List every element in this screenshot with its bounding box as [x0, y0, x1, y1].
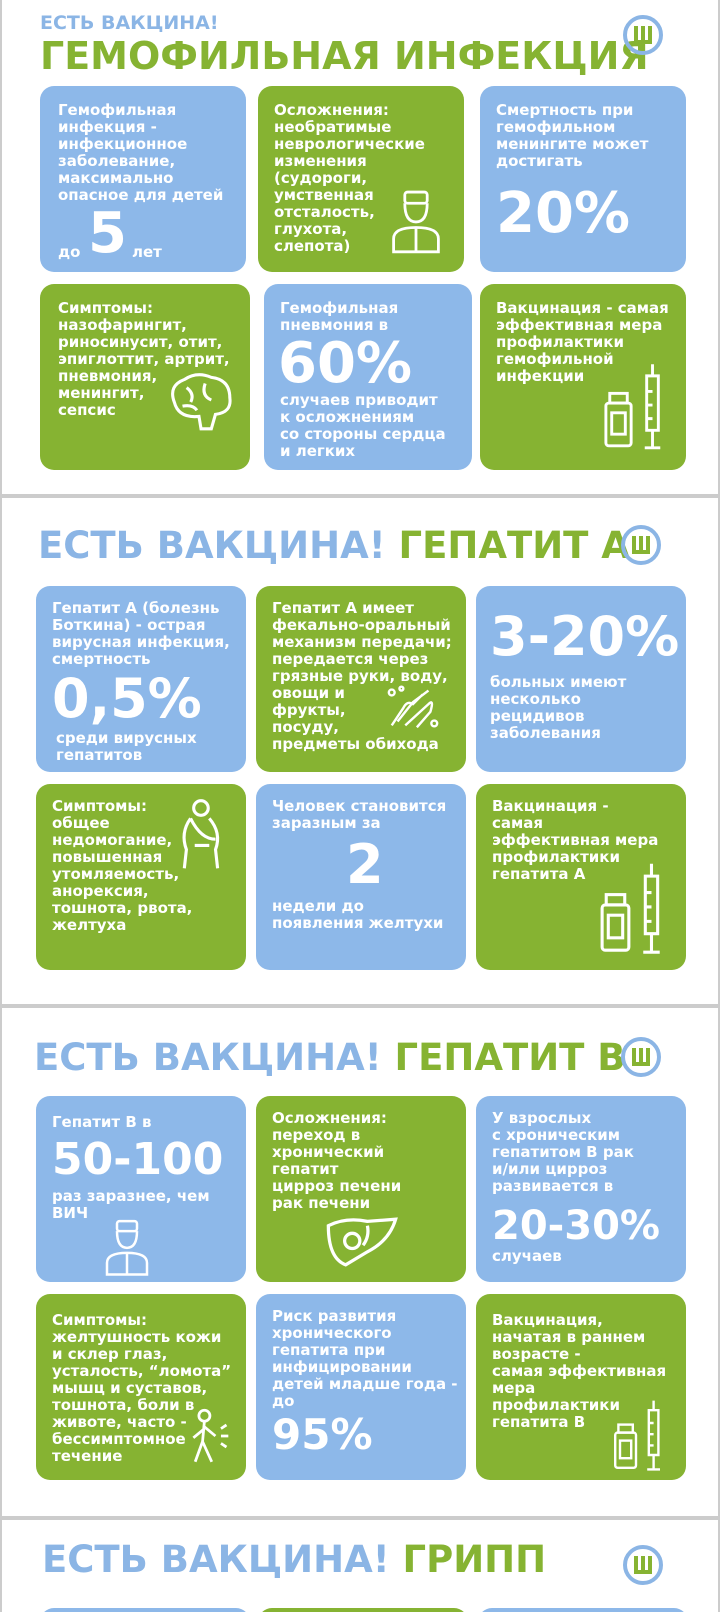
- section-title: ГЕПАТИТ А: [398, 524, 630, 567]
- card-text: Гемофильная пневмония в: [280, 299, 399, 334]
- card-contagious: [256, 784, 466, 970]
- hand-washing-icon: [384, 682, 442, 732]
- section-title: ГЕМОФИЛЬНАЯ ИНФЕКЦИЯ: [40, 34, 649, 78]
- card-number: 2: [346, 833, 384, 896]
- card-number: 5: [88, 201, 127, 266]
- card-number: 60%: [278, 331, 413, 396]
- card-partial-2: [258, 1608, 468, 1612]
- card-text: Человек становится заразным за: [272, 797, 447, 832]
- card-text-2: недели до появления желтухи: [272, 897, 444, 932]
- card-text: Симптомы: назофарингит, риносинусит, отит, эпиглоттит, артрит, пневмония, менингит, сепсис: [58, 299, 230, 419]
- logo-icon: [622, 1544, 664, 1586]
- card-text: У взрослых с хроническим гепатитом В рак и/или цирроз развивается в: [492, 1109, 634, 1195]
- card-partial-1: [40, 1608, 250, 1612]
- doctor-icon: [388, 181, 444, 261]
- card-text: больных имеют несколько рецидивов заболевания: [490, 673, 627, 742]
- logo-icon: [620, 1036, 662, 1078]
- section-heading: [42, 1538, 546, 1581]
- card-text: Вакцинация, начатая в раннем возрасте - самая эффективная мера профилактики гепатита В: [492, 1311, 667, 1431]
- card-chronic-risk: [256, 1294, 466, 1480]
- pain-person-icon: [186, 1406, 232, 1466]
- card-complications: [258, 86, 464, 272]
- card-symptoms: [40, 284, 250, 470]
- card-text-2: случаев приводит к осложнениям со стороны сердца и легких: [280, 391, 446, 460]
- card-text: Риск развития хронического гепатита при инфицировании детей младше года - до: [272, 1307, 458, 1410]
- card-age: [40, 86, 246, 272]
- card-text-2: раз заразнее, чем ВИЧ: [52, 1187, 210, 1222]
- card-transmission: [256, 586, 466, 772]
- vaccine-icon: [602, 360, 670, 452]
- card-number: 20-30%: [492, 1203, 661, 1249]
- section-title: ГЕПАТИТ В: [394, 1036, 626, 1079]
- brain-icon: [164, 368, 236, 432]
- card-contagious: [36, 1096, 246, 1282]
- card-text: Осложнения: необратимые неврологические изменения (судороги, умственная отсталость, глухота, слепота): [274, 101, 425, 255]
- section-hepatitis-a: [2, 498, 718, 1004]
- section-heading: [38, 524, 630, 567]
- card-number: 95%: [272, 1410, 373, 1459]
- card-number: 20%: [496, 181, 631, 246]
- card-text: Гепатит А имеет фекально-оральный механизм передачи; передается через грязные руки, воду, овощи и фрукты, посуду, предметы обихода: [272, 599, 452, 753]
- logo-icon: [620, 524, 662, 566]
- card-symptoms: [36, 1294, 246, 1480]
- card-number: 3-20%: [490, 605, 680, 668]
- card-number: 50-100: [52, 1134, 224, 1185]
- section-tag: ЕСТЬ ВАКЦИНА!: [34, 1036, 382, 1079]
- card-text-2: случаев: [492, 1247, 562, 1265]
- vaccine-icon: [598, 860, 670, 956]
- card-text: Осложнения: переход в хронический гепатит цирроз печени рак печени: [272, 1109, 402, 1212]
- card-partial-3: [478, 1608, 688, 1612]
- card-relapse: [476, 586, 686, 772]
- logo-icon: [622, 14, 664, 56]
- card-mortality: [36, 586, 246, 772]
- section-hepatitis-b: [2, 1008, 718, 1516]
- card-symptoms: [36, 784, 246, 970]
- card-text-2: среди вирусных гепатитов: [56, 729, 197, 764]
- card-cirrhosis: [476, 1096, 686, 1282]
- card-vaccination: [476, 784, 686, 970]
- card-text: Гепатит А (болезнь Боткина) - острая вирусная инфекция, смертность: [52, 599, 230, 668]
- card-mortality: [480, 86, 686, 272]
- section-flu: [2, 1520, 718, 1612]
- card-prefix: до: [58, 243, 81, 261]
- sick-person-icon: [176, 796, 228, 872]
- section-haemophilus: [2, 0, 718, 494]
- section-tag: ЕСТЬ ВАКЦИНА!: [38, 524, 386, 567]
- doctor-icon: [102, 1216, 152, 1278]
- card-text: Вакцинация - самая эффективная мера профилактики гемофильной инфекции: [496, 299, 669, 385]
- card-text: Симптомы: желтушность кожи и склер глаз, усталость, “ломота” мышц и суставов, тошнота, боли в животе, часто - бессимптомное течение: [52, 1311, 232, 1465]
- card-vaccination: [480, 284, 686, 470]
- card-text: Смертность при гемофильном менингите может достигать: [496, 101, 649, 170]
- card-text: Вакцинация - самая эффективная мера профилактики гепатита А: [492, 797, 659, 883]
- liver-icon: [324, 1214, 400, 1270]
- card-complications: [256, 1096, 466, 1282]
- card-pneumonia: [264, 284, 472, 470]
- section-heading: [34, 1036, 625, 1079]
- section-tag: ЕСТЬ ВАКЦИНА!: [40, 12, 219, 34]
- card-number: 0,5%: [52, 667, 202, 730]
- card-text: Симптомы: общее недомогание, повышенная утомляемость, анорексия, тошнота, рвота, желтуха: [52, 797, 193, 934]
- card-suffix: лет: [132, 243, 162, 261]
- vaccine-icon: [612, 1398, 668, 1472]
- card-text: Гемофильная инфекция - инфекционное заболевание, максимально опасное для детей: [58, 101, 224, 204]
- section-title: ГРИПП: [402, 1538, 547, 1581]
- card-text: Гепатит В в: [52, 1113, 152, 1131]
- card-vaccination: [476, 1294, 686, 1480]
- section-tag: ЕСТЬ ВАКЦИНА!: [42, 1538, 390, 1581]
